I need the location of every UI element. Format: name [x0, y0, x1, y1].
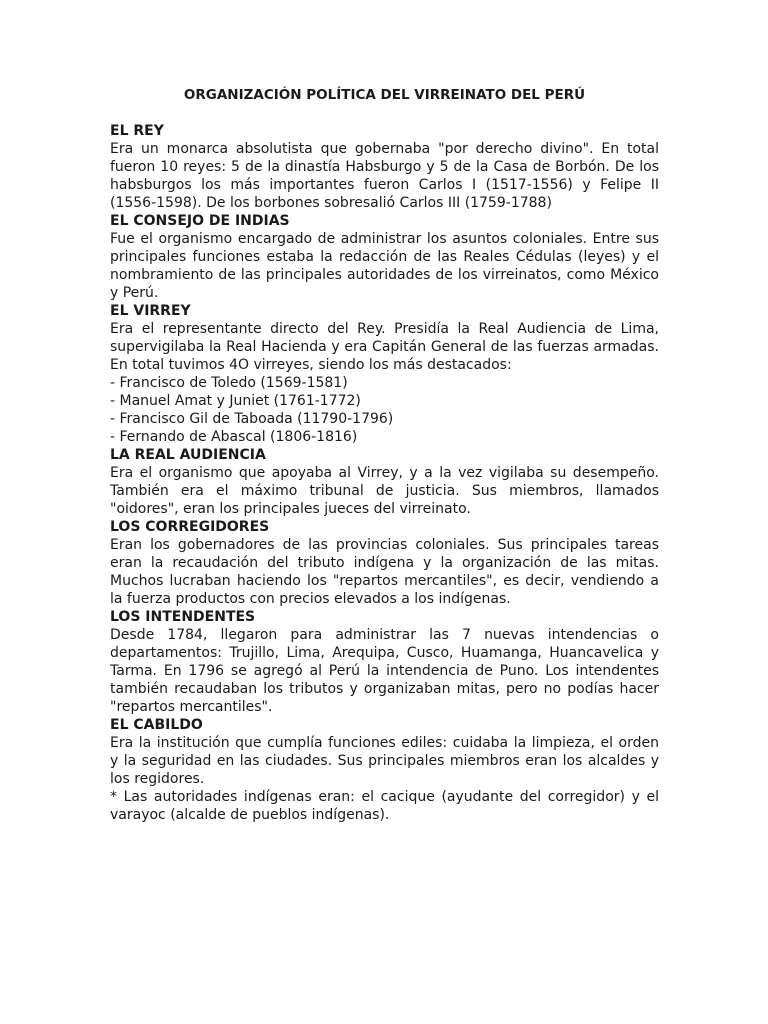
- section-text-el-cabildo: Era la institución que cumplía funciones ediles: cuidaba la limpieza, el orden y la seguridad en las ciudades. Sus principales miembros eran los alcaldes y los regidores.: [110, 735, 659, 787]
- section-text-el-rey: Era un monarca absolutista que gobernaba "por derecho divino". En total fueron 10 reyes: 5 de la dinastía Habsburgo y 5 de la Casa de Borbón. De los habsburgos los más importantes fueron Carlos I (1517-1556) y Felipe II (1556-1598). De los borbones sobresalió Carlos III (1759-1788): [110, 141, 659, 211]
- section-heading-real-audiencia: LA REAL AUDIENCIA: [110, 447, 266, 463]
- list-item: - Fernando de Abascal (1806-1816): [110, 429, 358, 445]
- section-heading-intendentes: LOS INTENDENTES: [110, 609, 256, 625]
- section-heading-corregidores: LOS CORREGIDORES: [110, 519, 270, 535]
- section-real-audiencia: [110, 446, 659, 518]
- section-consejo-de-indias: [110, 212, 659, 302]
- section-text-real-audiencia: Era el organismo que apoyaba al Virrey, y a la vez vigilaba su desempeño. También era el máximo tribunal de justicia. Sus miembros, llamados "oidores", eran los principales jueces del virreinato.: [110, 465, 659, 517]
- section-heading-el-cabildo: EL CABILDO: [110, 717, 203, 733]
- section-heading-el-rey: EL REY: [110, 123, 164, 139]
- section-heading-consejo-de-indias: EL CONSEJO DE INDIAS: [110, 213, 290, 229]
- list-item: - Francisco de Toledo (1569-1581): [110, 375, 348, 391]
- section-heading-el-virrey: EL VIRREY: [110, 303, 191, 319]
- section-el-cabildo: [110, 716, 659, 788]
- section-el-rey: [110, 122, 659, 212]
- list-item: - Francisco Gil de Taboada (11790-1796): [110, 411, 394, 427]
- document-page: [110, 86, 659, 824]
- section-text-intendentes: Desde 1784, llegaron para administrar las 7 nuevas intendencias o departamentos: Trujillo, Lima, Arequipa, Cusco, Huamanga, Huancavelica y Tarma. En 1796 se agregó al Perú la intendencia de Puno. Los intendentes también recaudaban los tributos y organizaban mitas, pero no podías hacer "repartos mercantiles".: [110, 627, 659, 715]
- section-intendentes: [110, 608, 659, 716]
- footnote: * Las autoridades indígenas eran: el cacique (ayudante del corregidor) y el varayoc (alcalde de pueblos indígenas).: [110, 789, 659, 823]
- section-text-consejo-de-indias: Fue el organismo encargado de administrar los asuntos coloniales. Entre sus principales funciones estaba la redacción de las Reales Cédulas (leyes) y el nombramiento de las principales autoridades de los virreinatos, como México y Perú.: [110, 231, 659, 301]
- section-corregidores: [110, 518, 659, 608]
- section-text-corregidores: Eran los gobernadores de las provincias coloniales. Sus principales tareas eran la recaudación del tributo indígena y la organización de las mitas. Muchos lucraban haciendo los "repartos mercantiles", es decir, vendiendo a la fuerza productos con precios elevados a los indígenas.: [110, 537, 659, 607]
- virreyes-list: [110, 374, 659, 446]
- section-el-virrey: [110, 302, 659, 446]
- section-text-el-virrey: Era el representante directo del Rey. Presidía la Real Audiencia de Lima, supervigilaba la Real Hacienda y era Capitán General de las fuerzas armadas. En total tuvimos 4O virreyes, siendo los más destacados:: [110, 321, 659, 373]
- list-item: - Manuel Amat y Juniet (1761-1772): [110, 393, 361, 409]
- document-title: ORGANIZACIÓN POLÍTICA DEL VIRREINATO DEL PERÚ: [183, 87, 586, 103]
